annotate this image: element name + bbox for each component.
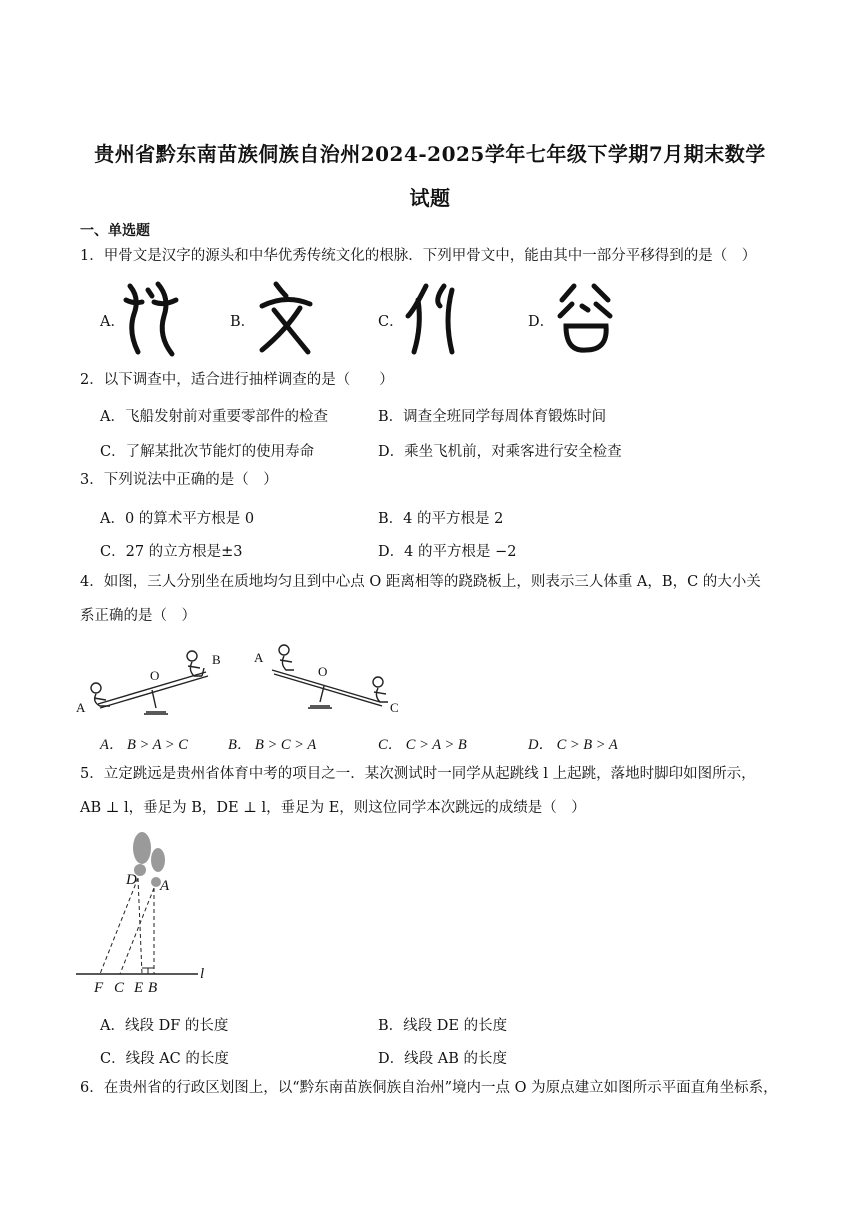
q2-option-d: D．乘坐飞机前，对乘客进行安全检查 bbox=[378, 444, 622, 460]
fig-label-a: A bbox=[160, 878, 170, 894]
q2-option-c: C．了解某批次节能灯的使用寿命 bbox=[100, 444, 315, 460]
long-jump-figure bbox=[76, 826, 216, 996]
q3-option-c: C．27 的立方根是±3 bbox=[100, 544, 243, 560]
fig1-label-o: O bbox=[150, 668, 160, 683]
fig1-label-a: A bbox=[76, 700, 86, 715]
oracle-glyph-a bbox=[120, 280, 190, 356]
fig-label-l: l bbox=[200, 966, 205, 982]
fig2-label-c: C bbox=[390, 700, 399, 715]
q2-option-a: A．飞船发射前对重要零部件的检查 bbox=[100, 409, 328, 425]
q4-stem-line1: 4．如图，三人分别坐在质地均匀且到中心点 O 距离相等的跷跷板上，则表示三人体重 A，B，C 的大小关 bbox=[80, 574, 761, 590]
q2-stem: 2．以下调查中，适合进行抽样调查的是（ ） bbox=[80, 372, 394, 388]
q4-option-d: D． C > B > A bbox=[528, 737, 618, 753]
q4-option-a: A． B > A > C bbox=[100, 737, 188, 753]
oracle-glyph-d bbox=[552, 280, 622, 356]
seesaw-figure-1 bbox=[76, 640, 236, 720]
q3-option-b: B．4 的平方根是 2 bbox=[378, 511, 504, 527]
q4-option-c: C． C > A > B bbox=[378, 737, 467, 753]
q5-option-b: B．线段 DE 的长度 bbox=[378, 1018, 508, 1034]
q5-option-d: D．线段 AB 的长度 bbox=[378, 1051, 507, 1067]
fig2-label-a: A bbox=[254, 650, 264, 665]
q6-stem: 6．在贵州省的行政区划图上，以“黔东南苗族侗族自治州”境内一点 O 为原点建立如图所示平面直角坐标系， bbox=[80, 1080, 778, 1096]
q1-label-c: C． bbox=[378, 314, 404, 330]
q4-option-b: B． B > C > A bbox=[228, 737, 317, 753]
q3-option-a: A．0 的算术平方根是 0 bbox=[100, 511, 255, 527]
q5-option-a: A．线段 DF 的长度 bbox=[100, 1018, 229, 1034]
fig-label-c: C bbox=[114, 980, 125, 996]
seesaw-figure-2 bbox=[252, 640, 412, 720]
section-heading: 一、单选题 bbox=[80, 223, 150, 239]
oracle-glyph-c bbox=[400, 280, 470, 356]
q1-stem: 1．甲骨文是汉字的源头和中华优秀传统文化的根脉．下列甲骨文中，能由其中一部分平移得到的是（ ） bbox=[80, 248, 757, 264]
q2-option-b: B．调查全班同学每周体育锻炼时间 bbox=[378, 409, 607, 425]
fig-label-e: E bbox=[134, 980, 144, 996]
q1-label-d: D． bbox=[528, 314, 555, 330]
fig-label-b: B bbox=[148, 980, 158, 996]
fig-label-f: F bbox=[94, 980, 104, 996]
q5-stem-line2: AB ⊥ l，垂足为 B，DE ⊥ l，垂足为 E，则这位同学本次跳远的成绩是（ ） bbox=[80, 800, 586, 816]
q4-stem-line2: 系正确的是（ ） bbox=[80, 608, 196, 624]
document-title-line1: 贵州省黔东南苗族侗族自治州2024-2025学年七年级下学期7月期末数学 bbox=[94, 142, 766, 166]
q3-stem: 3．下列说法中正确的是（ ） bbox=[80, 472, 278, 488]
q5-stem-line1: 5．立定跳远是贵州省体育中考的项目之一．某次测试时一同学从起跳线 l 上起跳，落地时脚印如图所示， bbox=[80, 766, 756, 782]
q1-label-b: B． bbox=[230, 314, 256, 330]
fig-label-d: D bbox=[126, 872, 137, 888]
document-title-line2: 试题 bbox=[409, 186, 451, 210]
q5-option-c: C．线段 AC 的长度 bbox=[100, 1051, 229, 1067]
oracle-glyph-b bbox=[252, 280, 322, 356]
fig2-label-o: O bbox=[318, 664, 328, 679]
q3-option-d: D．4 的平方根是 −2 bbox=[378, 544, 517, 560]
q1-label-a: A． bbox=[100, 314, 125, 330]
fig1-label-b: B bbox=[212, 652, 221, 667]
